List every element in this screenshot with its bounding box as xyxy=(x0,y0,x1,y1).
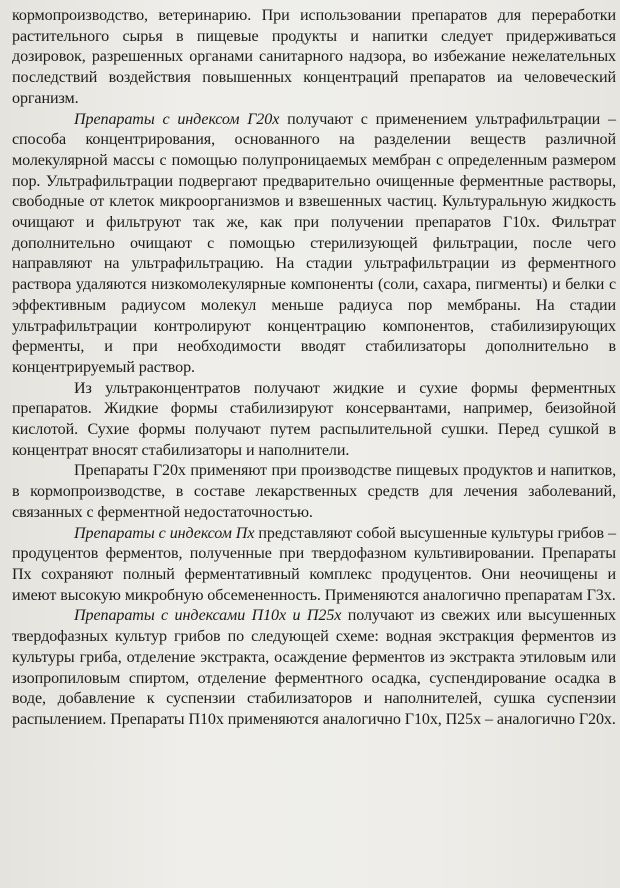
paragraph-2 xyxy=(12,110,616,379)
paragraph-2-lead: Препараты с индексом Г20х xyxy=(74,110,280,128)
paragraph-4-text: Препараты Г20х применяют при производстве пищевых продуктов и напитков, в кормопроизводстве, в составе лекарственных средств для лечения заболеваний, связанных с ферментной недостаточностью. xyxy=(12,462,616,521)
paragraph-3-text: Из ультраконцентратов получают жидкие и сухие формы ферментных препаратов. Жидкие формы стабилизируют консервантами, например, беизойной кислотой. Сухие формы получают путем распылительной сушки. Перед сушкой в концентрат вносят стабилизаторы и наполнители. xyxy=(12,379,616,459)
paragraph-1 xyxy=(12,6,616,110)
paragraph-5-text: представляют собой высушенные культуры грибов – продуцентов ферментов, полученные при твердофазном культивировании. Препараты Пх сохраняют полный ферментативный комплекс продуцентов. Они неочищены и имеют высокую микробную обсемененность. Применяются аналогично препаратам Г3х. xyxy=(12,524,616,604)
paragraph-5 xyxy=(12,524,616,607)
paragraph-6 xyxy=(12,606,616,730)
paragraph-6-text: получают из свежих или высушенных твердофазных культур грибов по следующей схеме: водная экстракция ферментов из культуры гриба, отделение экстракта, осаждение ферментов из экстракта этиловым или изопропиловым спиртом, отделение ферментного осадка, суспендирование осадка в воде, добавление к суспензии стабилизаторов и наполнителей, сушка суспензии распылением. Препараты П10х применяются аналогично Г10х, П25х – аналогично Г20х. xyxy=(12,607,616,728)
paragraph-3 xyxy=(12,379,616,462)
paragraph-2-text: получают с применением ультрафильтрации – способа концентрирования, основанного на разделении веществ различной молекулярной массы с помощью полупроницаемых мембран с определенным размером пор. Ультрафильтрации подвергают предварительно очищенные ферментные растворы, свободные от клеток микроорганизмов и взвешенных частиц. Культуральную жидкость очищают и фильтруют так же, как при получении препаратов Г10х. Фильтрат дополнительно очищают с помощью стерилизующей фильтрации, после чего направляют на ультрафильтрацию. На стадии ультрафильтрации из ферментного раствора удаляются низкомолекулярные компоненты (соли, сахара, пигменты) и белки с эффективным радиусом молекул меньше радиуса пор мембраны. На стадии ультрафильтрации контролируют концентрацию компонентов, стабилизирующих ферменты, и при необходимости вводят стабилизаторы дополнительно в концентрируемый раствор. xyxy=(12,110,616,376)
paragraph-6-lead: Препараты с индексами П10х и П25х xyxy=(74,607,342,625)
paragraph-5-lead: Препараты с индексом Пх xyxy=(74,524,255,542)
document-body xyxy=(12,6,616,731)
paragraph-4 xyxy=(12,461,616,523)
paragraph-1-text: кормопроизводство, ветеринарию. При использовании препаратов для переработки растительного сырья в пищевые продукты и напитки следует придерживаться дозировок, разрешенных органами санитарного надзора, во избежание нежелательных последствий воздействия повышенных концентраций препаратов иа человеческий организм. xyxy=(12,7,616,107)
